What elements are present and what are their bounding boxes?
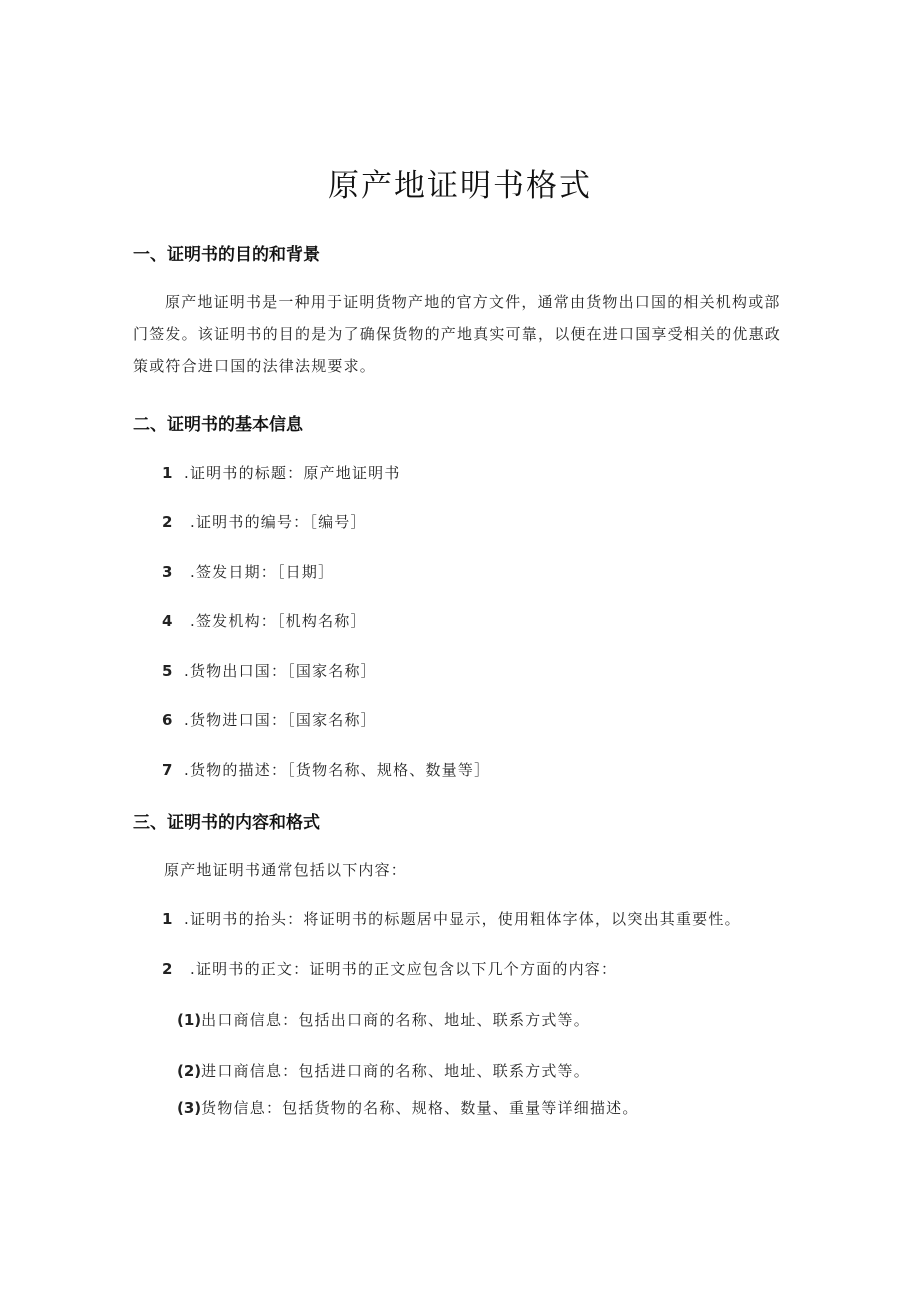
list-item	[162, 462, 401, 483]
page-title: 原产地证明书格式	[328, 168, 592, 204]
section-heading-purpose: 一、证明书的目的和背景	[133, 245, 320, 265]
sub-list-item-text: 出口商信息：包括出口商的名称、地址、联系方式等。	[201, 1011, 590, 1029]
list-item-text: .货物进口国：［国家名称］	[184, 711, 377, 729]
list-item-number: 5	[162, 662, 174, 680]
list-item-number: 1	[162, 464, 174, 482]
list-item-text: .签发日期：［日期］	[190, 563, 335, 581]
sub-list-item-text: 进口商信息：包括进口商的名称、地址、联系方式等。	[201, 1062, 590, 1080]
sub-list-item-text: 货物信息：包括货物的名称、规格、数量、重量等详细描述。	[201, 1099, 639, 1117]
list-item	[162, 709, 377, 730]
section-heading-basic-info: 二、证明书的基本信息	[133, 415, 303, 435]
list-item-text: .货物出口国：［国家名称］	[184, 662, 377, 680]
section-paragraph-purpose: 原产地证明书是一种用于证明货物产地的官方文件，通常由货物出口国的相关机构或部门签发。该证明书的目的是为了确保货物的产地真实可靠，以便在进口国享受相关的优惠政策或符合进口国的法律法规要求。	[133, 293, 782, 375]
list-item	[162, 610, 367, 631]
sub-list-item-number: (1)	[177, 1011, 202, 1029]
list-item	[162, 908, 741, 929]
list-item-number: 7	[162, 761, 174, 779]
sub-list-item	[177, 1060, 590, 1081]
section-heading-content-format: 三、证明书的内容和格式	[133, 813, 320, 833]
sub-list-item-number: (3)	[177, 1099, 202, 1117]
sub-list-item	[177, 1097, 639, 1118]
list-item	[162, 660, 377, 681]
list-item	[162, 759, 490, 780]
list-item-text: .证明书的编号：［编号］	[190, 513, 367, 531]
list-item-number: 2	[162, 960, 174, 978]
list-item-text: .签发机构：［机构名称］	[190, 612, 367, 630]
section-intro: 原产地证明书通常包括以下内容：	[164, 861, 408, 879]
list-item-number: 6	[162, 711, 174, 729]
list-item-number: 2	[162, 513, 174, 531]
sub-list-item	[177, 1009, 590, 1030]
list-item-text: .货物的描述：［货物名称、规格、数量等］	[184, 761, 491, 779]
list-item-text: .证明书的抬头：将证明书的标题居中显示，使用粗体字体，以突出其重要性。	[184, 910, 741, 928]
list-item-text: .证明书的标题：原产地证明书	[184, 464, 401, 482]
list-item-number: 4	[162, 612, 174, 630]
list-item-number: 1	[162, 910, 174, 928]
list-item-text: .证明书的正文：证明书的正文应包含以下几个方面的内容：	[190, 960, 618, 978]
list-item	[162, 561, 334, 582]
list-item	[162, 511, 367, 532]
list-item-number: 3	[162, 563, 174, 581]
sub-list-item-number: (2)	[177, 1062, 202, 1080]
list-item	[162, 958, 617, 979]
